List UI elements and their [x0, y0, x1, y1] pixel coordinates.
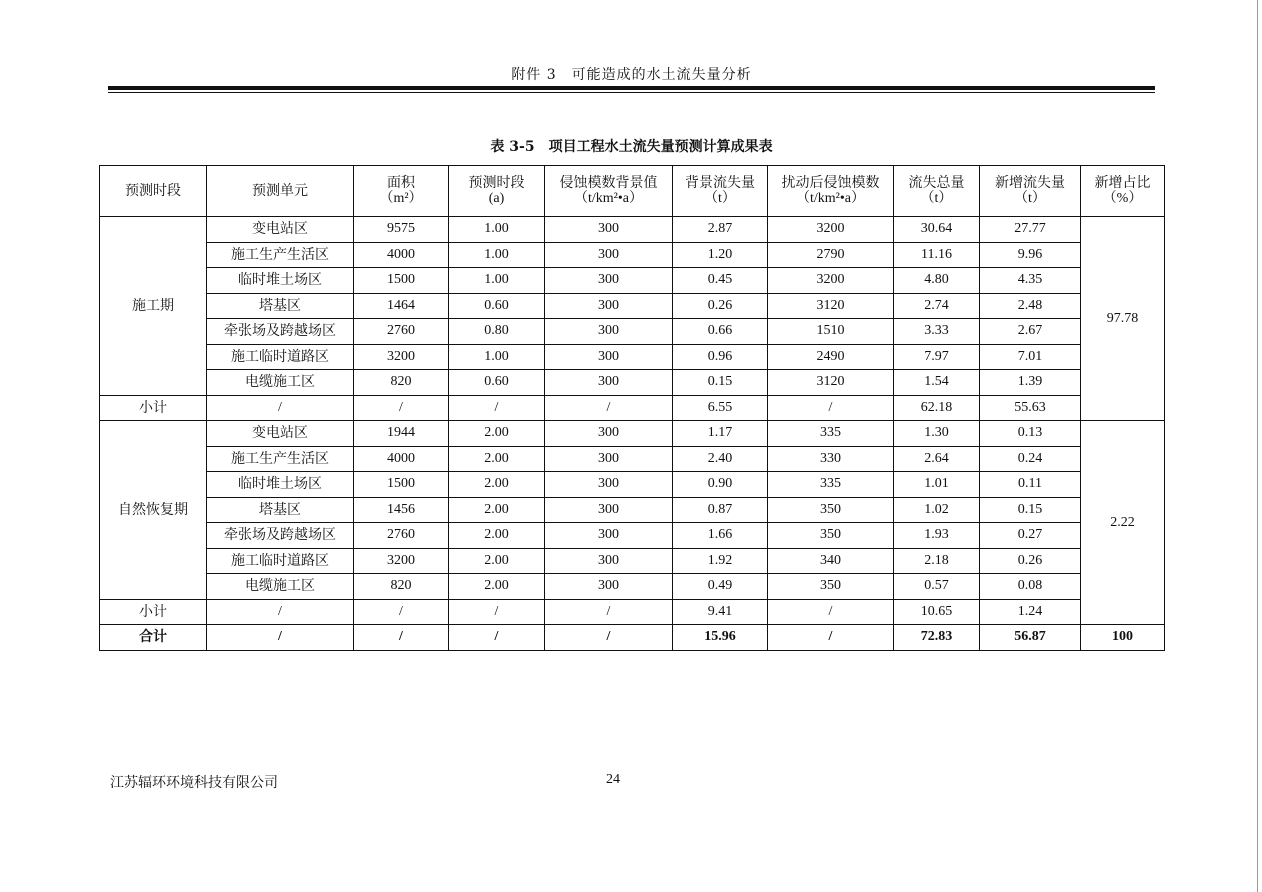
column-header [354, 166, 449, 217]
value-cell: 2.00 [449, 574, 545, 600]
value-cell: / [449, 625, 545, 651]
value-cell: 820 [354, 370, 449, 396]
value-cell: 7.01 [980, 344, 1081, 370]
column-header [207, 166, 354, 217]
column-header-unit: （t/km²•a） [574, 191, 643, 206]
unit-cell: 电缆施工区 [207, 370, 354, 396]
column-header-unit: （t） [1014, 191, 1046, 206]
value-cell: 1.66 [673, 523, 768, 549]
header-rule-thin [108, 92, 1155, 93]
unit-cell: 牵张场及跨越场区 [207, 319, 354, 345]
table-row [100, 319, 1165, 345]
value-cell: 2.48 [980, 293, 1081, 319]
header-rule-thick [108, 86, 1155, 90]
value-cell: 2.00 [449, 421, 545, 447]
value-cell: / [354, 395, 449, 421]
column-header [768, 166, 894, 217]
value-cell: / [768, 395, 894, 421]
value-cell: 9575 [354, 217, 449, 243]
value-cell: 2790 [768, 242, 894, 268]
value-cell: 0.90 [673, 472, 768, 498]
value-cell: / [207, 599, 354, 625]
column-header-label: 预测单元 [252, 183, 308, 199]
value-cell: 0.11 [980, 472, 1081, 498]
table-row [100, 472, 1165, 498]
value-cell: 0.24 [980, 446, 1081, 472]
footer-company: 江苏辐环环境科技有限公司 [110, 775, 278, 791]
table-row [100, 497, 1165, 523]
value-cell: 1944 [354, 421, 449, 447]
period-cell: 自然恢复期 [100, 421, 207, 600]
period-cell: 施工期 [100, 217, 207, 396]
value-cell: 1.00 [449, 217, 545, 243]
total-row [100, 625, 1165, 651]
value-cell: 0.13 [980, 421, 1081, 447]
value-cell: 0.27 [980, 523, 1081, 549]
value-cell: 6.55 [673, 395, 768, 421]
value-cell: 300 [545, 319, 673, 345]
value-cell: 4.35 [980, 268, 1081, 294]
value-cell: 3120 [768, 293, 894, 319]
value-cell: 0.87 [673, 497, 768, 523]
table-row [100, 548, 1165, 574]
value-cell: / [545, 599, 673, 625]
value-cell: 9.96 [980, 242, 1081, 268]
subtotal-row [100, 395, 1165, 421]
value-cell: 4000 [354, 446, 449, 472]
unit-cell: 施工生产生活区 [207, 446, 354, 472]
column-header-label: 新增占比 [1094, 175, 1151, 191]
table-row [100, 344, 1165, 370]
value-cell: 300 [545, 548, 673, 574]
column-header-label: 侵蚀模数背景值 [559, 175, 658, 191]
value-cell: 300 [545, 344, 673, 370]
share-cell: 2.22 [1081, 421, 1165, 625]
column-header-unit: （t） [704, 191, 736, 206]
column-header-unit: (a) [488, 191, 505, 206]
value-cell: / [449, 395, 545, 421]
unit-cell: 临时堆土场区 [207, 472, 354, 498]
subtotal-label: 小计 [100, 395, 207, 421]
total-label: 合计 [100, 625, 207, 651]
value-cell: 350 [768, 523, 894, 549]
value-cell: 30.64 [894, 217, 980, 243]
value-cell: 3200 [354, 548, 449, 574]
column-header [980, 166, 1081, 217]
value-cell: 3120 [768, 370, 894, 396]
value-cell: 3200 [354, 344, 449, 370]
value-cell: / [545, 625, 673, 651]
value-cell: 300 [545, 574, 673, 600]
value-cell: 2.74 [894, 293, 980, 319]
value-cell: 4.80 [894, 268, 980, 294]
value-cell: 15.96 [673, 625, 768, 651]
value-cell: 10.65 [894, 599, 980, 625]
column-header [894, 166, 980, 217]
unit-cell: 变电站区 [207, 421, 354, 447]
table-row [100, 574, 1165, 600]
soil-loss-table [99, 165, 1165, 651]
value-cell: 335 [768, 421, 894, 447]
table-row [100, 370, 1165, 396]
value-cell: 350 [768, 497, 894, 523]
value-cell: 0.45 [673, 268, 768, 294]
value-cell: 7.97 [894, 344, 980, 370]
page-edge-line [1257, 0, 1258, 892]
value-cell: 1.93 [894, 523, 980, 549]
value-cell: 340 [768, 548, 894, 574]
value-cell: 100 [1081, 625, 1165, 651]
value-cell: 0.60 [449, 370, 545, 396]
unit-cell: 牵张场及跨越场区 [207, 523, 354, 549]
table-row [100, 421, 1165, 447]
value-cell: 300 [545, 523, 673, 549]
value-cell: 330 [768, 446, 894, 472]
unit-cell: 施工临时道路区 [207, 344, 354, 370]
value-cell: / [768, 625, 894, 651]
column-header-label: 预测时段 [468, 175, 525, 191]
column-header [100, 166, 207, 217]
value-cell: 1.39 [980, 370, 1081, 396]
value-cell: 1500 [354, 472, 449, 498]
value-cell: 0.15 [980, 497, 1081, 523]
value-cell: / [207, 395, 354, 421]
value-cell: 2490 [768, 344, 894, 370]
column-header-label: 背景流失量 [685, 175, 755, 191]
value-cell: / [354, 599, 449, 625]
value-cell: 2.00 [449, 548, 545, 574]
value-cell: 1.30 [894, 421, 980, 447]
value-cell: 300 [545, 446, 673, 472]
column-header-label: 面积 [387, 175, 415, 191]
value-cell: 0.26 [980, 548, 1081, 574]
value-cell: / [768, 599, 894, 625]
value-cell: 2.00 [449, 523, 545, 549]
value-cell: 0.15 [673, 370, 768, 396]
table-row [100, 293, 1165, 319]
value-cell: 1.17 [673, 421, 768, 447]
subtotal-row [100, 599, 1165, 625]
value-cell: 2.00 [449, 472, 545, 498]
page-header: 附件 3 可能造成的水土流失量分析 [511, 67, 752, 83]
subtotal-label: 小计 [100, 599, 207, 625]
value-cell: 2.00 [449, 497, 545, 523]
value-cell: 1.01 [894, 472, 980, 498]
page-number: 24 [606, 772, 620, 787]
value-cell: 820 [354, 574, 449, 600]
column-header-unit: （m²） [379, 191, 423, 206]
value-cell: 11.16 [894, 242, 980, 268]
value-cell: 300 [545, 268, 673, 294]
value-cell: 1.24 [980, 599, 1081, 625]
column-header-unit: （t） [920, 191, 953, 206]
table-row [100, 217, 1165, 243]
column-header [1081, 166, 1165, 217]
value-cell: / [449, 599, 545, 625]
value-cell: 0.96 [673, 344, 768, 370]
unit-cell: 塔基区 [207, 497, 354, 523]
value-cell: 0.80 [449, 319, 545, 345]
value-cell: 0.26 [673, 293, 768, 319]
value-cell: 2.67 [980, 319, 1081, 345]
value-cell: 1.92 [673, 548, 768, 574]
column-header-unit: （t/km²•a） [796, 191, 865, 206]
column-header-unit: （%） [1102, 191, 1143, 206]
share-cell: 97.78 [1081, 217, 1165, 421]
unit-cell: 变电站区 [207, 217, 354, 243]
value-cell: 3.33 [894, 319, 980, 345]
value-cell: 300 [545, 497, 673, 523]
value-cell: 350 [768, 574, 894, 600]
value-cell: 2760 [354, 523, 449, 549]
table-row [100, 523, 1165, 549]
value-cell: 4000 [354, 242, 449, 268]
value-cell: 1.00 [449, 268, 545, 294]
table-row [100, 268, 1165, 294]
value-cell: 1500 [354, 268, 449, 294]
value-cell: 1.02 [894, 497, 980, 523]
unit-cell: 电缆施工区 [207, 574, 354, 600]
value-cell: 0.08 [980, 574, 1081, 600]
value-cell: 300 [545, 217, 673, 243]
value-cell: 3200 [768, 217, 894, 243]
unit-cell: 塔基区 [207, 293, 354, 319]
column-header-label: 新增流失量 [995, 175, 1065, 191]
value-cell: 2760 [354, 319, 449, 345]
value-cell: 3200 [768, 268, 894, 294]
column-header [449, 166, 545, 217]
value-cell: 1.54 [894, 370, 980, 396]
value-cell: / [545, 395, 673, 421]
table-row [100, 242, 1165, 268]
value-cell: 2.87 [673, 217, 768, 243]
value-cell: 0.49 [673, 574, 768, 600]
value-cell: 1464 [354, 293, 449, 319]
value-cell: / [354, 625, 449, 651]
value-cell: 300 [545, 472, 673, 498]
table-caption: 表 3-5 项目工程水土流失量预测计算成果表 [490, 139, 773, 155]
value-cell: 300 [545, 370, 673, 396]
value-cell: 300 [545, 242, 673, 268]
value-cell: 72.83 [894, 625, 980, 651]
value-cell: 2.64 [894, 446, 980, 472]
value-cell: 0.57 [894, 574, 980, 600]
value-cell: 62.18 [894, 395, 980, 421]
column-header-label: 预测时段 [125, 183, 181, 199]
value-cell: 300 [545, 293, 673, 319]
value-cell: 2.00 [449, 446, 545, 472]
value-cell: 2.18 [894, 548, 980, 574]
column-header [545, 166, 673, 217]
value-cell: 1510 [768, 319, 894, 345]
unit-cell: 临时堆土场区 [207, 268, 354, 294]
header-row [100, 166, 1165, 217]
value-cell: 0.60 [449, 293, 545, 319]
value-cell: / [207, 625, 354, 651]
value-cell: 27.77 [980, 217, 1081, 243]
value-cell: 56.87 [980, 625, 1081, 651]
value-cell: 1.00 [449, 242, 545, 268]
value-cell: 300 [545, 421, 673, 447]
value-cell: 1456 [354, 497, 449, 523]
value-cell: 335 [768, 472, 894, 498]
column-header-label: 流失总量 [908, 175, 965, 191]
value-cell: 1.00 [449, 344, 545, 370]
table-row [100, 446, 1165, 472]
column-header-label: 扰动后侵蚀模数 [781, 175, 880, 191]
value-cell: 1.20 [673, 242, 768, 268]
value-cell: 0.66 [673, 319, 768, 345]
unit-cell: 施工生产生活区 [207, 242, 354, 268]
column-header [673, 166, 768, 217]
value-cell: 9.41 [673, 599, 768, 625]
unit-cell: 施工临时道路区 [207, 548, 354, 574]
value-cell: 2.40 [673, 446, 768, 472]
value-cell: 55.63 [980, 395, 1081, 421]
